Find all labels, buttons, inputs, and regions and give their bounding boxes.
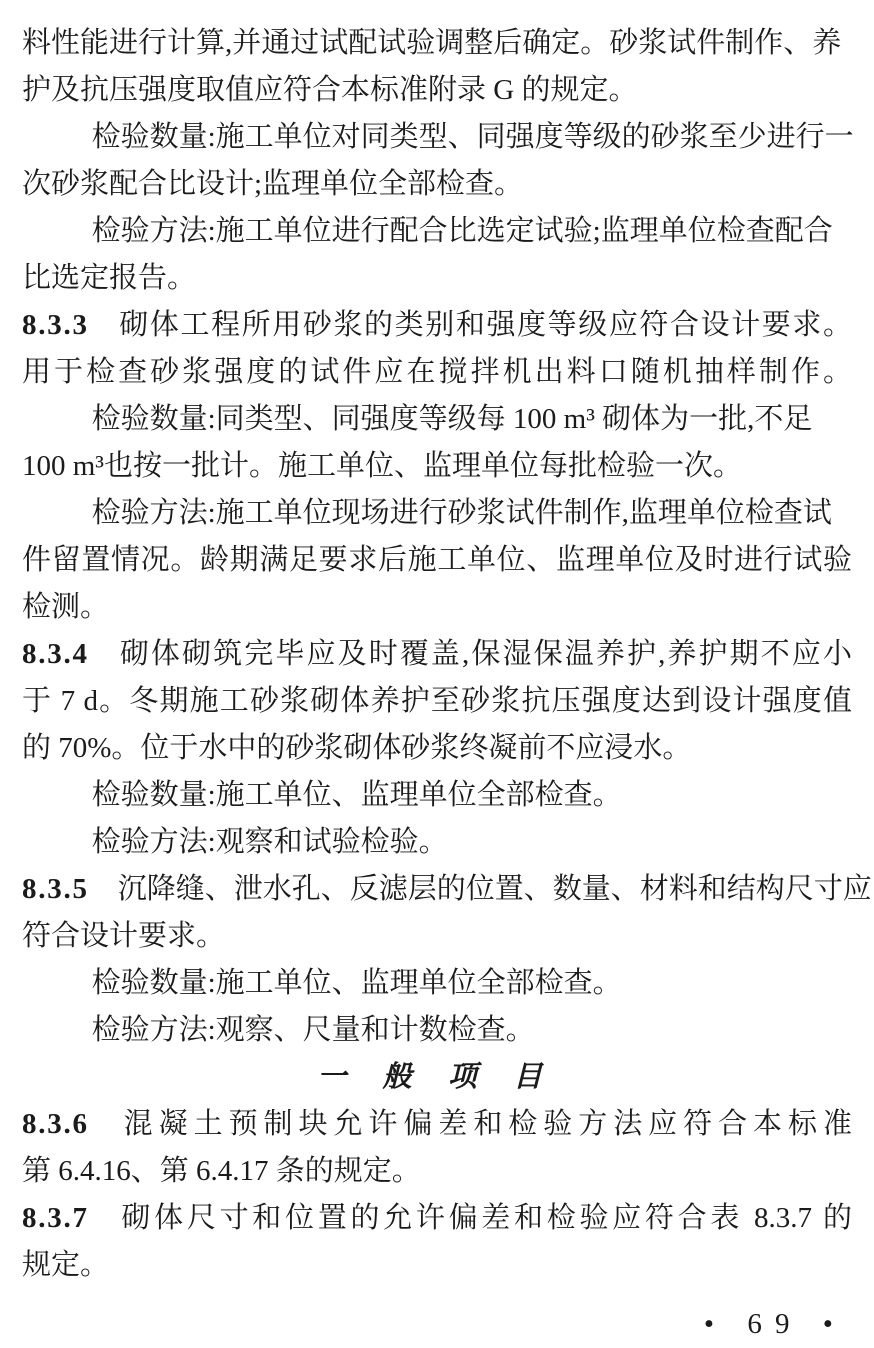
text-line: 的 70%。位于水中的砂浆砌体砂浆终凝前不应浸水。 (22, 732, 692, 764)
clause-8-3-3 (22, 302, 852, 349)
text-line: 规定。 (22, 1249, 110, 1281)
inspection-method-line: 检验方法:观察和试验检验。 (91, 826, 448, 858)
text-line: 次砂浆配合比设计;监理单位全部检查。 (22, 168, 524, 200)
text-line: 100 m³也按一批计。施工单位、监理单位每批检验一次。 (22, 450, 743, 482)
text-line: 比选定报告。 (22, 262, 197, 294)
text-line: 第 6.4.16、第 6.4.17 条的规定。 (22, 1155, 421, 1187)
inspection-quantity-line: 检验数量:施工单位对同类型、同强度等级的砂浆至少进行一 (91, 121, 854, 153)
text-line: 护及抗压强度取值应符合本标准附录 G 的规定。 (22, 74, 638, 106)
page-number: • 69 • (703, 1308, 846, 1340)
inspection-quantity-line: 检验数量:同类型、同强度等级每 100 m³ 砌体为一批,不足 (91, 403, 813, 435)
text-line: 检测。 (22, 591, 110, 623)
clause-text: 砌体尺寸和位置的允许偏差和检验应符合表 8.3.7 的 (117, 1202, 852, 1234)
inspection-method-line: 检验方法:施工单位现场进行砂浆试件制作,监理单位检查试 (91, 497, 832, 529)
inspection-method-line: 检验方法:观察、尺量和计数检查。 (91, 1014, 535, 1046)
clause-number: 8.3.5 (22, 873, 89, 905)
clause-text: 沉降缝、泄水孔、反滤层的位置、数量、材料和结构尺寸应 (117, 873, 872, 905)
clause-text: 混凝土预制块允许偏差和检验方法应符合本标准 (117, 1108, 852, 1140)
text-line: 符合设计要求。 (22, 920, 226, 952)
clause-8-3-6 (22, 1101, 852, 1148)
text-line: 用于检查砂浆强度的试件应在搅拌机出料口随机抽样制作。 (22, 356, 852, 388)
clause-text: 砌体砌筑完毕应及时覆盖,保湿保温养护,养护期不应小 (117, 638, 852, 670)
clause-8-3-7 (22, 1195, 852, 1242)
clause-number: 8.3.4 (22, 638, 89, 670)
clause-8-3-5 (22, 866, 872, 913)
clause-8-3-4 (22, 631, 852, 678)
inspection-quantity-line: 检验数量:施工单位、监理单位全部检查。 (91, 967, 622, 999)
general-items-heading: 一 般 项 目 (317, 1061, 557, 1093)
clause-number: 8.3.6 (22, 1108, 89, 1140)
text-line: 件留置情况。龄期满足要求后施工单位、监理单位及时进行试验 (22, 544, 852, 576)
inspection-method-line: 检验方法:施工单位进行配合比选定试验;监理单位检查配合 (91, 215, 833, 247)
clause-number: 8.3.3 (22, 309, 89, 341)
inspection-quantity-line: 检验数量:施工单位、监理单位全部检查。 (91, 779, 622, 811)
text-line: 于 7 d。冬期施工砂浆砌体养护至砂浆抗压强度达到设计强度值 (22, 685, 852, 717)
clause-number: 8.3.7 (22, 1202, 89, 1234)
clause-text: 砌体工程所用砂浆的类别和强度等级应符合设计要求。 (117, 309, 852, 341)
text-line: 料性能进行计算,并通过试配试验调整后确定。砂浆试件制作、养 (22, 27, 842, 59)
